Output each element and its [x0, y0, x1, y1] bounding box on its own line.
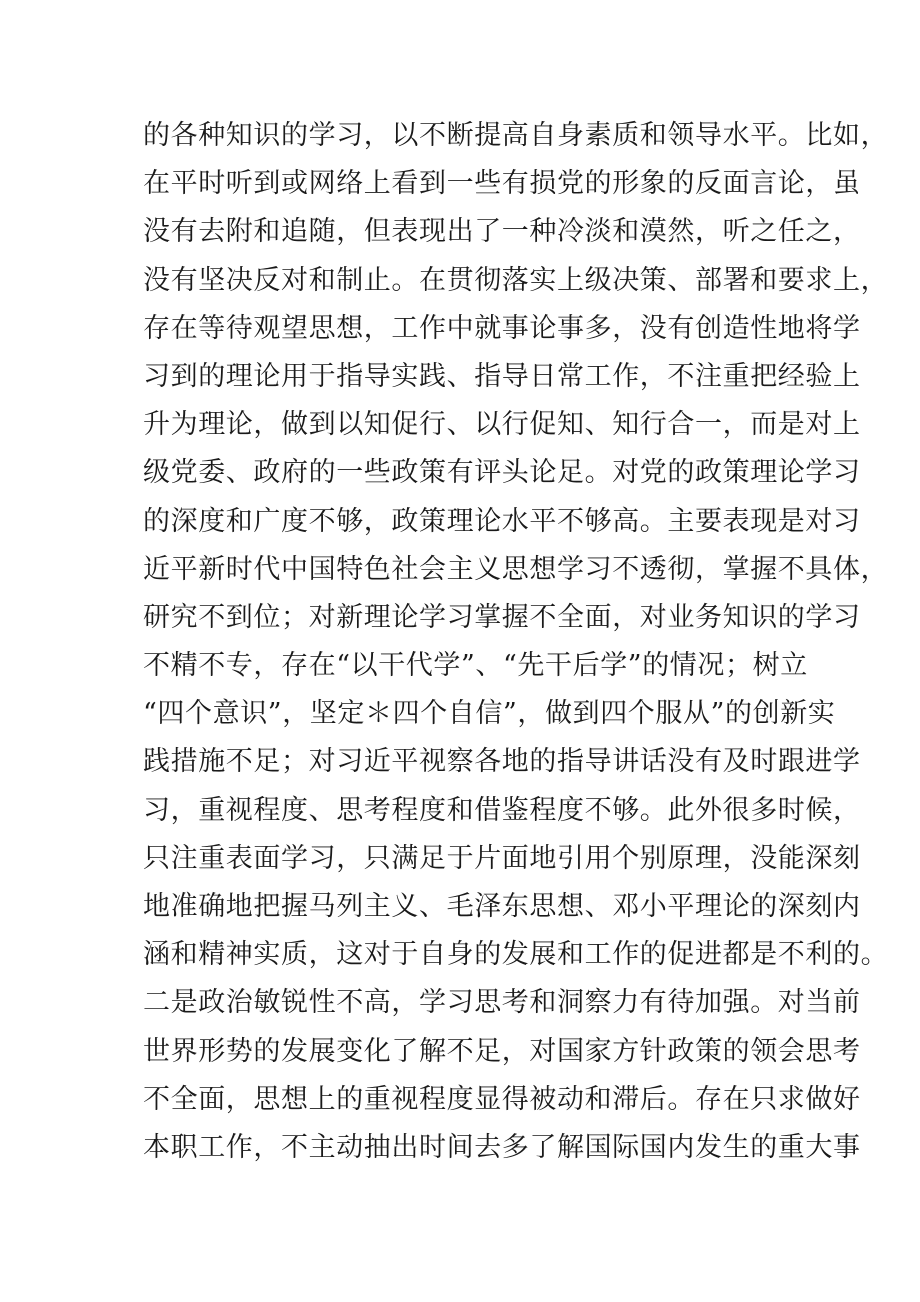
- text-line: 不精不专，存在“以干代学”、“先干后学”的情况；树立: [143, 650, 808, 682]
- text-line: 的各种知识的学习，以不断提高自身素质和领导水平。比如，: [143, 120, 889, 151]
- text-line: “四个意识”，坚定＊四个自信”，做到四个服从”的创新实: [143, 698, 836, 730]
- text-line: 研究不到位；对新理论学习掌握不全面，对业务知识的学习: [143, 601, 861, 633]
- text-line: 世界形势的发展变化了解不足，对国家方针政策的领会思考: [143, 1035, 861, 1067]
- text-line: 习，重视程度、思考程度和借鉴程度不够。此外很多时候，: [143, 794, 861, 826]
- text-line: 级党委、政府的一些政策有评头论足。对党的政策理论学习: [143, 457, 861, 489]
- text-line: 本职工作，不主动抽出时间去多了解国际国内发生的重大事: [143, 1131, 861, 1163]
- text-line: 地准确地把握马列主义、毛泽东思想、邓小平理论的深刻内: [143, 891, 861, 922]
- text-line: 习到的理论用于指导实践、指导日常工作，不注重把经验上: [143, 360, 861, 392]
- text-line: 二是政治敏锐性不高，学习思考和洞察力有待加强。对当前: [143, 987, 861, 1019]
- text-line: 只注重表面学习，只满足于片面地引用个别原理，没能深刻: [143, 842, 861, 874]
- text-line: 没有坚决反对和制止。在贯彻落实上级决策、部署和要求上，: [143, 264, 889, 296]
- document-body-text: [143, 112, 889, 1172]
- text-line: 近平新时代中国特色社会主义思想学习不透彻，掌握不具体，: [143, 553, 889, 585]
- text-line: 升为理论，做到以知促行、以行促知、知行合一，而是对上: [143, 409, 861, 441]
- text-line: 的深度和广度不够，政策理论水平不够高。主要表现是对习: [143, 505, 861, 537]
- text-line: 践措施不足；对习近平视察各地的指导讲话没有及时跟进学: [143, 746, 861, 778]
- text-line: 不全面，思想上的重视程度显得被动和滞后。存在只求做好: [143, 1083, 861, 1115]
- text-line: 没有去附和追随，但表现出了一种冷淡和漠然，听之任之，: [143, 216, 861, 248]
- text-line: 涵和精神实质，这对于自身的发展和工作的促进都是不利的。: [143, 939, 889, 971]
- text-line: 存在等待观望思想，工作中就事论事多，没有创造性地将学: [143, 312, 861, 344]
- text-line: 在平时听到或网络上看到一些有损党的形象的反面言论，虽: [143, 168, 861, 200]
